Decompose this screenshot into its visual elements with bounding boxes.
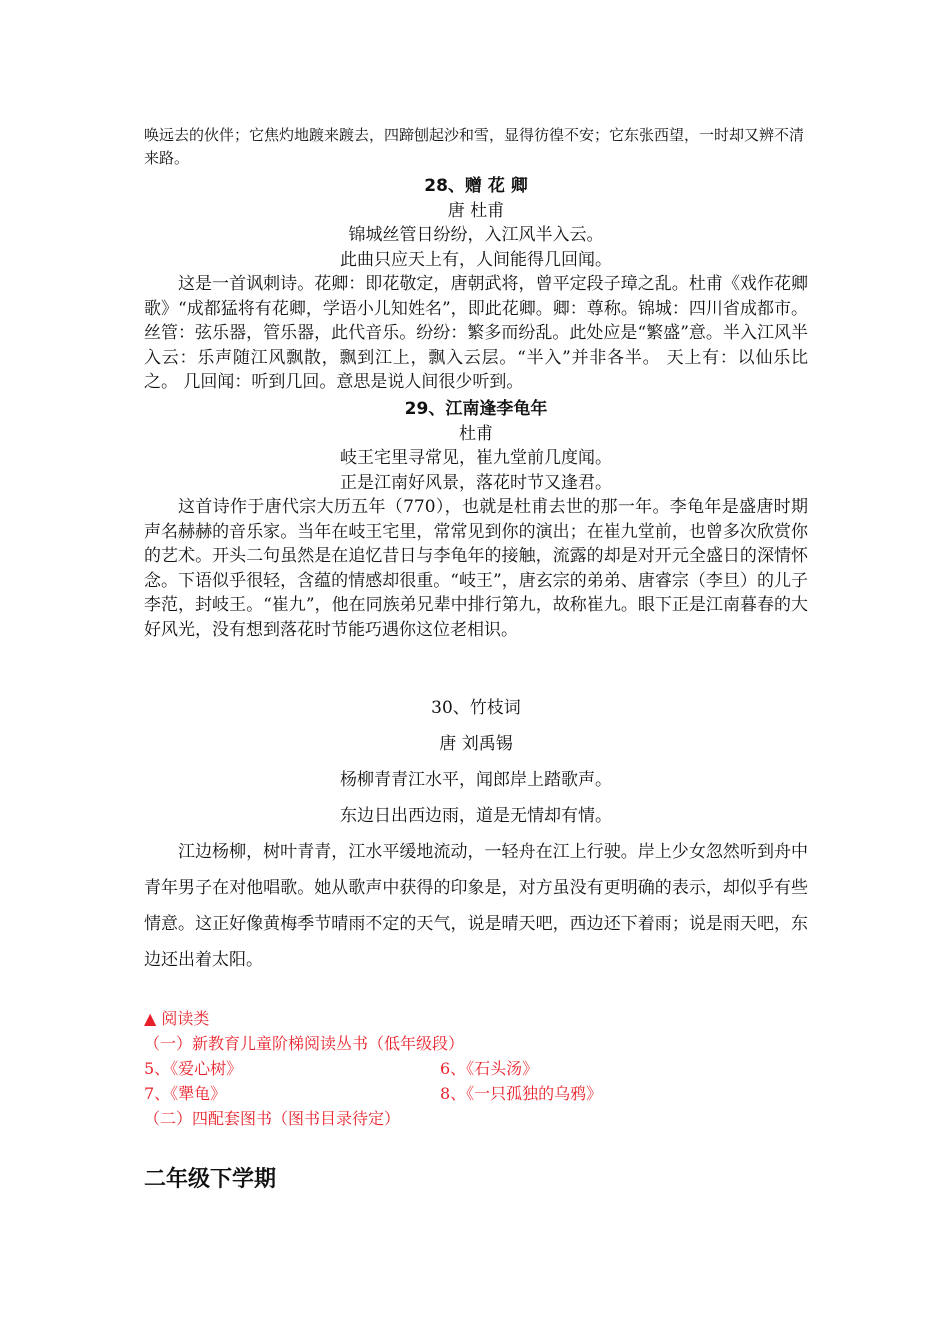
poem-28-section	[144, 174, 808, 395]
poem-28-line2: 此曲只应天上有，人间能得几回闻。	[340, 249, 612, 270]
book-item-6: 6、《石头汤》	[440, 1059, 539, 1078]
reading-series-1: （一）新教育儿童阶梯阅读丛书（低年级段）	[144, 1034, 465, 1053]
poem-30-section	[144, 690, 808, 978]
reading-list	[144, 1006, 808, 1131]
reading-series-2: （二）四配套图书（图书目录待定）	[144, 1109, 401, 1128]
poem-29-line1: 岐王宅里寻常见，崔九堂前几度闻。	[340, 448, 612, 468]
poem-30-author: 唐 刘禹锡	[439, 734, 513, 754]
poem-30-commentary: 江边杨柳，树叶青青，江水平缓地流动，一轻舟在江上行驶。岸上少女忽然听到舟中青年男子在对他唱歌。她从歌声中获得的印象是，对方虽没有更明确的表示，却似乎有些情意。这正好像黄梅季节晴雨不定的天气，说是晴天吧，西边还下着雨；说是雨天吧，东边还出着太阳。	[144, 842, 808, 970]
reading-header: ▲ 阅读类	[144, 1009, 210, 1028]
poem-28-title: 28、赠 花 卿	[424, 176, 528, 196]
poem-28-author: 唐 杜甫	[447, 200, 505, 221]
poem-29-section	[144, 397, 808, 642]
book-row-1	[144, 1056, 808, 1081]
poem-28-line1: 锦城丝管日纷纷，入江风半入云。	[348, 225, 604, 245]
poem-28-commentary: 这是一首讽刺诗。花卿：即花敬定，唐朝武将，曾平定段子璋之乱。杜甫《戏作花卿歌》“成都猛将有花卿，学语小儿知姓名”，即此花卿。卿：尊称。锦城：四川省成都市。丝管：弦乐器，管乐器，此代音乐。纷纷：繁多而纷乱。此处应是“繁盛”意。半入江风半入云：乐声随江风飘散，飘到江上，飘入云层。“半入”并非各半。 天上有：以仙乐比之。 几回闻：听到几回。意思是说人间很少听到。	[144, 274, 808, 392]
poem-29-commentary: 这首诗作于唐代宗大历五年（770），也就是杜甫去世的那一年。李龟年是盛唐时期声名赫赫的音乐家。当年在岐王宅里，常常见到你的演出；在崔九堂前，也曾多次欣赏你的艺术。开头二句虽然是在追忆昔日与李龟年的接触，流露的却是对开元全盛日的深情怀念。下语似乎很轻，含蕴的情感却很重。“岐王”，唐玄宗的弟弟、唐睿宗（李旦）的儿子李范，封岐王。“崔九”，他在同族弟兄辈中排行第九，故称崔九。眼下正是江南暮春的大好风光，没有想到落花时节能巧遇你这位老相识。	[144, 497, 808, 640]
section-heading: 二年级下学期	[144, 1167, 277, 1192]
poem-30-title: 30、竹枝词	[431, 698, 521, 718]
book-item-8: 8、《一只孤独的乌鸦》	[440, 1084, 603, 1103]
poem-30-line2: 东边日出西边雨，道是无情却有情。	[340, 806, 612, 826]
book-item-7: 7、《犟龟》	[144, 1084, 227, 1103]
poem-29-title: 29、江南逢李龟年	[404, 399, 548, 419]
book-item-5: 5、《爱心树》	[144, 1059, 243, 1078]
intro-paragraph: 唤远去的伙伴；它焦灼地踱来踱去，四蹄刨起沙和雪，显得彷徨不安；它东张西望，一时却又辨不清来路。	[144, 126, 805, 167]
poem-30-line1: 杨柳青青江水平，闻郎岸上踏歌声。	[340, 770, 612, 790]
book-row-2	[144, 1081, 808, 1106]
poem-29-author: 杜甫	[459, 423, 493, 444]
poem-29-line2: 正是江南好风景，落花时节又逢君。	[340, 472, 612, 493]
